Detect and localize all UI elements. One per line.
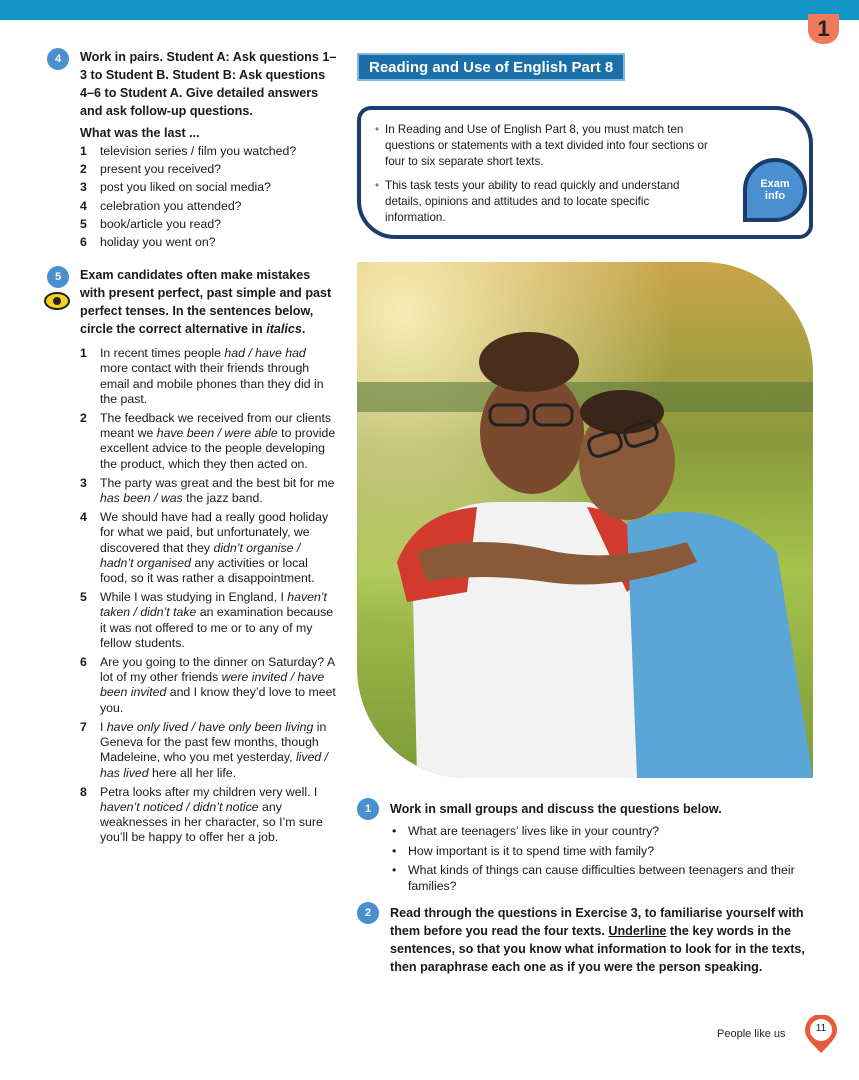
list-item — [80, 180, 337, 195]
item-number: 7 — [80, 719, 87, 734]
item-text: present you received? — [100, 162, 221, 177]
sentence-text: I — [100, 719, 107, 734]
exercise-number-2: 2 — [357, 902, 379, 924]
exercise-1-bullets — [390, 824, 817, 894]
alternative-choice[interactable]: were invited / have been invited — [100, 670, 325, 700]
photo-illustration — [357, 262, 813, 778]
exercise-2 — [357, 904, 817, 976]
right-exercises — [357, 800, 817, 976]
list-item — [80, 346, 337, 407]
alternative-choice[interactable]: lived / has lived — [100, 750, 329, 780]
item-number: 2 — [80, 411, 87, 426]
exercise-4-subhead: What was the last ... — [80, 126, 200, 140]
list-item: • How important is it to spend time with family? — [390, 844, 817, 860]
item-text: television series / film you watched? — [100, 144, 297, 158]
sentence-text: While I was studying in England, I — [100, 590, 288, 605]
exam-info-badge-line2: info — [764, 190, 786, 202]
item-text: celebration you attended? — [100, 198, 242, 213]
list-item — [80, 235, 337, 250]
sentence-text: The party was great and the best bit for me — [100, 475, 335, 490]
alternative-choice[interactable]: had / have had — [224, 346, 306, 361]
exercise-number-1: 1 — [357, 798, 379, 820]
exercise-number-4: 4 — [47, 48, 69, 70]
item-number: 1 — [80, 346, 87, 361]
list-item — [80, 785, 337, 846]
item-text: holiday you went on? — [100, 235, 216, 250]
alternative-choice[interactable]: have been / were able — [156, 426, 278, 441]
list-item — [80, 411, 337, 472]
list-item: • What kinds of things can cause difficulties between teenagers and their families? — [390, 863, 817, 894]
list-item — [80, 199, 337, 214]
list-item — [80, 720, 337, 781]
exercise-5-instruction: Exam candidates often make mistakes with present perfect, past simple and past perfect tenses. In the sentences below, circle the correct alternative in italics. — [80, 268, 332, 337]
exam-info-badge-line1: Exam — [760, 178, 790, 190]
list-item — [80, 510, 337, 586]
list-item — [80, 655, 337, 716]
alternative-choice[interactable]: haven’t noticed / didn’t notice — [100, 799, 259, 814]
item-number: 4 — [80, 198, 87, 213]
sentence-text: more contact with their friends through email and mobile phones than they did in the past. — [100, 361, 324, 406]
exercise-4 — [47, 48, 337, 250]
sentence-text: to provide excellent advice to the people developing the product, which they then acted on. — [100, 426, 336, 471]
item-text: post you liked on social media? — [100, 180, 271, 195]
exam-info-bullet: • In Reading and Use of English Part 8, you must match ten questions or statements with a text divided into four sections or four to six separate short texts. — [375, 122, 709, 170]
list-item — [80, 144, 337, 159]
sentence-text: The feedback we received from our clients meant we — [100, 411, 332, 441]
item-number: 3 — [80, 180, 87, 195]
item-number: 5 — [80, 590, 87, 605]
sentence-text: We should have had a really good holiday for what we paid, but unfortunately, we discovered that they — [100, 510, 329, 555]
exercise-1 — [357, 800, 817, 894]
alternative-choice[interactable]: has been / was — [100, 491, 183, 506]
sentence-text: any activities or local food, so it was rather a disappointment. — [100, 555, 315, 586]
sentence-text: Are you going to the dinner on Saturday? A lot of my other friends — [100, 655, 335, 685]
item-number: 3 — [80, 475, 87, 490]
sentence-text: In recent times people — [100, 346, 225, 361]
exercise-1-instruction: Work in small groups and discuss the questions below. — [390, 802, 722, 816]
list-item — [80, 476, 337, 506]
page-number: 11 — [815, 1023, 827, 1034]
exercise-4-instruction: Work in pairs. Student A: Ask questions 1–3 to Student B. Student B: Ask questions 4–6 to Student A. Give detailed answers and ask follow-up questions. — [80, 50, 337, 118]
item-number: 8 — [80, 784, 87, 799]
exercise-5-list — [80, 346, 337, 845]
item-number: 6 — [80, 235, 87, 250]
sentence-text: any weaknesses in her character, so I’m sure you’ll be happy to offer her a job. — [100, 799, 323, 845]
item-number: 6 — [80, 655, 87, 670]
page-number-pin-icon — [801, 1015, 841, 1055]
exercise-4-list — [80, 144, 337, 250]
left-column — [47, 48, 337, 850]
exercise-number-5: 5 — [47, 266, 69, 288]
exercise-2-instruction: Read through the questions in Exercise 3, to familiarise yourself with them before you read the four texts. Underline the key words in the sentences, so that you know what information to look for in the texts, then paraphrase each one as if you were the person speaking. — [390, 906, 805, 974]
alternative-choice[interactable]: didn’t organise / hadn’t organised — [100, 540, 301, 570]
exam-info-badge — [743, 158, 807, 222]
exam-tip-eye-icon — [44, 292, 70, 310]
top-color-bar — [0, 0, 859, 20]
sentence-text: and I know they’d love to meet you. — [100, 685, 336, 715]
item-number: 2 — [80, 162, 87, 177]
item-number: 4 — [80, 510, 87, 525]
sentence-text: in Geneva for the past few months, though Madeleine, who you met yesterday, — [100, 719, 327, 765]
photo-two-girls-hugging — [357, 262, 813, 778]
item-text: book/article you read? — [100, 216, 221, 231]
sentence-text: Petra looks after my children very well. I — [100, 784, 318, 799]
list-item — [80, 590, 337, 651]
section-title: Reading and Use of English Part 8 — [357, 53, 625, 81]
alternative-choice[interactable]: haven’t taken / didn’t take — [100, 590, 327, 620]
list-item — [80, 217, 337, 232]
unit-number-tab: 1 — [808, 14, 839, 44]
alternative-choice[interactable]: have only lived / have only been living — [106, 719, 314, 734]
footer-unit-title: People like us — [717, 1028, 786, 1040]
list-item: • What are teenagers’ lives like in your country? — [390, 824, 817, 840]
exam-info-box — [357, 106, 813, 239]
sentence-text: the jazz band. — [182, 491, 263, 506]
exam-info-bullet: • This task tests your ability to read quickly and understand details, opinions and attitudes and to locate specific information. — [375, 178, 709, 226]
exercise-5 — [47, 266, 337, 845]
sentence-text: here all her life. — [148, 765, 237, 780]
list-item — [80, 162, 337, 177]
item-number: 1 — [80, 144, 87, 158]
item-number: 5 — [80, 216, 87, 231]
sentence-text: an examination because it was not offered to me or to any of my fellow students. — [100, 605, 334, 650]
